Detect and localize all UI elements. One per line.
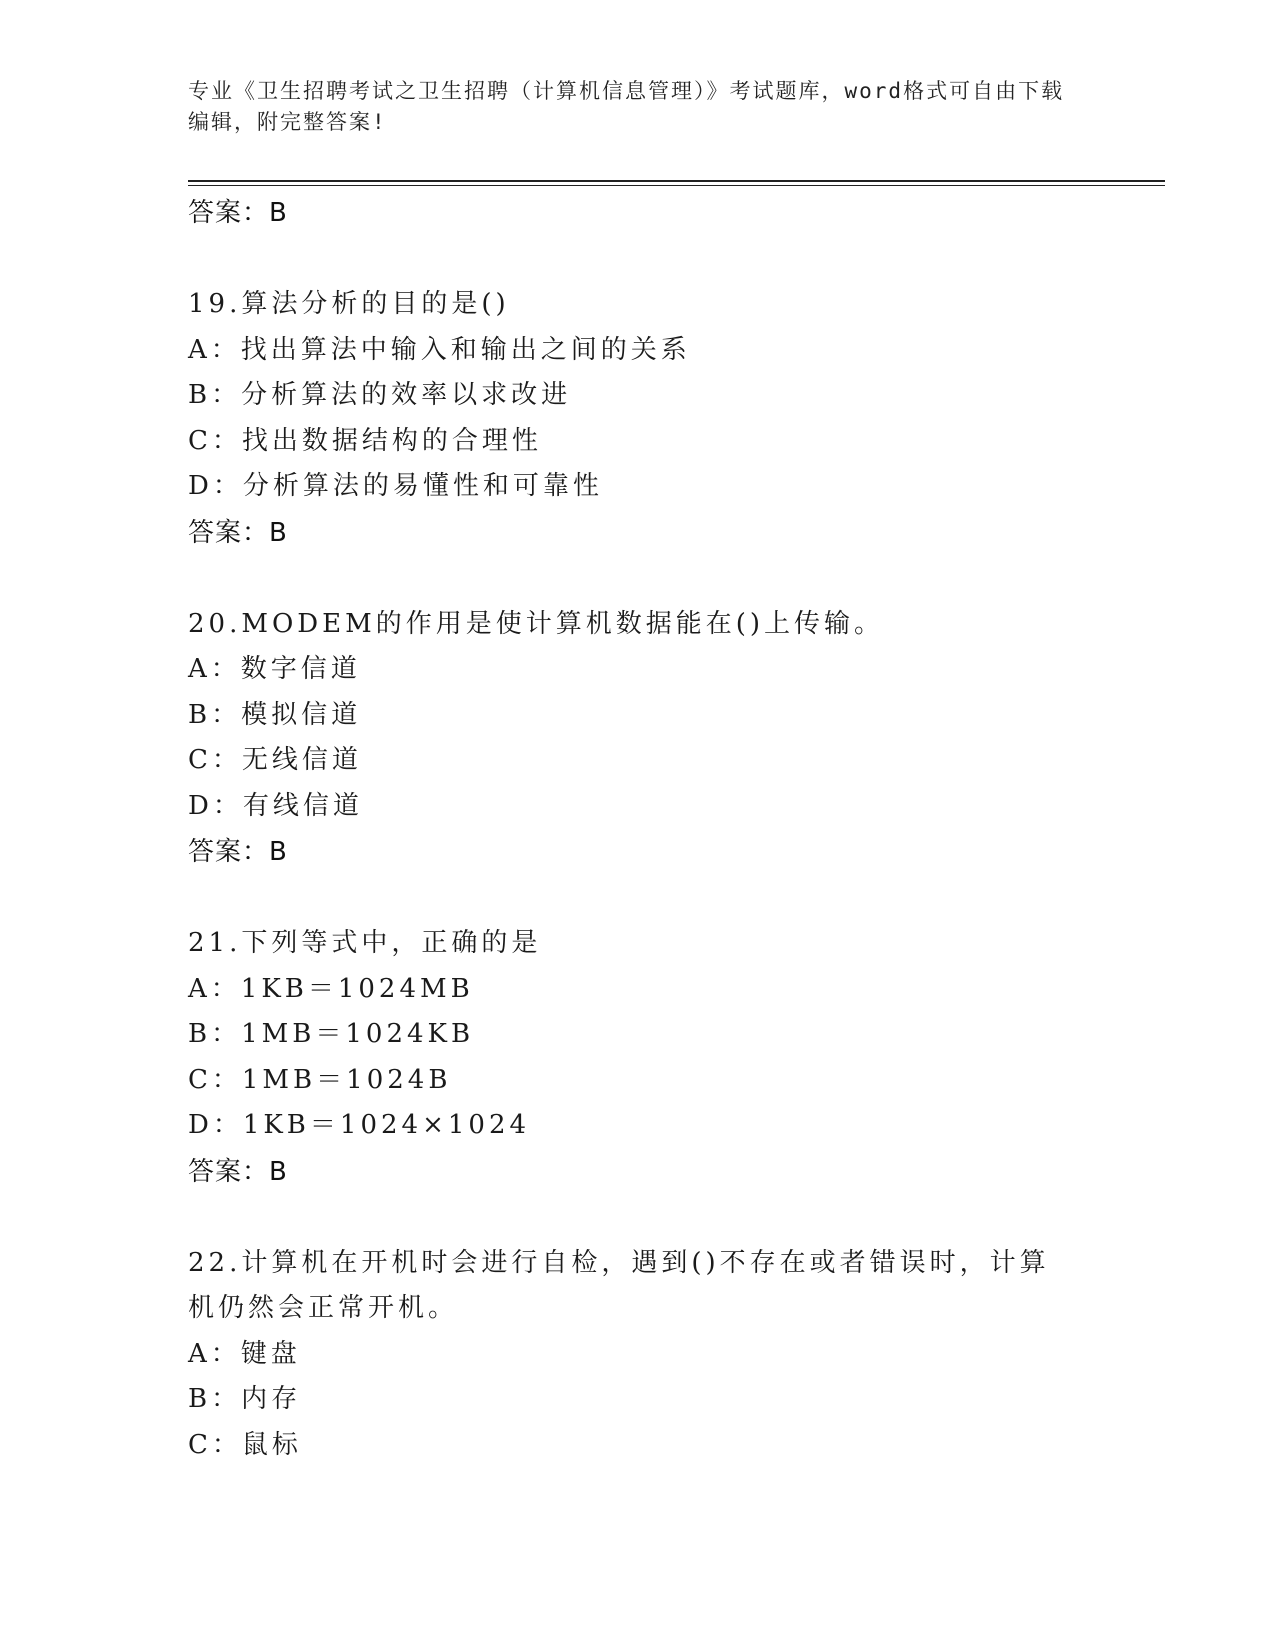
option-c: C：无线信道 [188,745,362,775]
option-b: B：模拟信道 [188,699,362,730]
question-block-22 [188,1241,1088,1469]
option-a: A：找出算法中输入和输出之间的关系 [188,334,691,365]
page-header: 专业《卫生招聘考试之卫生招聘（计算机信息管理）》考试题库，word格式可自由下载编辑，附完整答案! [188,79,1065,134]
option-b: B：1MB＝1024KB [188,1019,475,1049]
option-d: D：分析算法的易懂性和可靠性 [188,471,603,501]
document-body [188,190,1088,1468]
header-divider [188,180,1165,186]
question-stem: 21.下列等式中，正确的是 [188,928,542,958]
option-d: D：1KB＝1024×1024 [188,1110,531,1140]
option-c: C：1MB＝1024B [188,1064,452,1095]
option-a: A：键盘 [188,1338,301,1369]
option-a: A：数字信道 [188,654,361,684]
spacer [188,556,1088,602]
spacer [188,1195,1088,1241]
option-a: A：1KB＝1024MB [188,973,474,1004]
question-block-19 [188,282,1088,556]
answer-line: 答案：B [188,198,288,228]
option-d: D：有线信道 [188,790,363,821]
answer-line: 答案：B [188,1156,288,1187]
question-block-20 [188,602,1088,876]
answer-line: 答案：B [188,837,288,867]
question-stem: 22.计算机在开机时会进行自检，遇到()不存在或者错误时，计算机仍然会正常开机。 [188,1247,1050,1323]
option-b: B：分析算法的效率以求改进 [188,380,572,410]
question-block-21 [188,921,1088,1195]
question-stem: 19.算法分析的目的是() [188,289,510,319]
question-stem: 20.MODEM的作用是使计算机数据能在()上传输。 [188,608,885,639]
option-c: C：鼠标 [188,1429,302,1460]
answer-line: 答案：B [188,517,288,548]
option-b: B：内存 [188,1384,302,1414]
spacer [188,875,1088,921]
option-c: C：找出数据结构的合理性 [188,425,542,456]
spacer [188,236,1088,282]
